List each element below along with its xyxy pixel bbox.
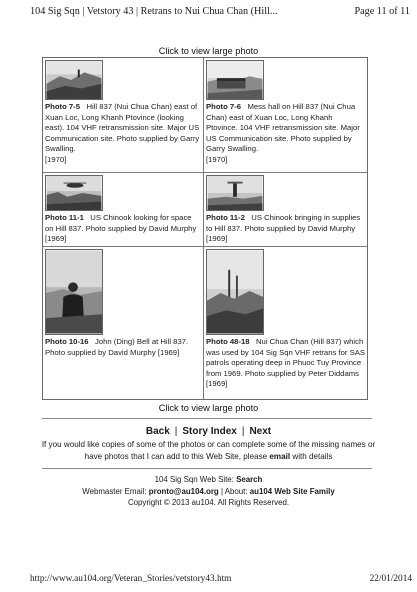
photo-id-11-1: Photo 11-1	[45, 213, 84, 222]
photo-year-11-2: [1969]	[206, 234, 228, 244]
notice-text-after: with details	[292, 451, 333, 461]
photo-year-10-16: [1969]	[157, 347, 180, 357]
photo-caption-7-5	[45, 102, 201, 166]
back-link[interactable]: Back	[145, 426, 170, 437]
next-link[interactable]: Next	[249, 426, 272, 437]
footer-site-row	[0, 474, 417, 486]
click-to-view-large-photo-link-top[interactable]: Click to view large photo	[158, 46, 259, 56]
print-header-page: Page 11 of 11	[354, 6, 410, 17]
photo-cell-7-5	[43, 58, 204, 173]
photo-text-11-1: US Chinook looking for space on Hill 837. Photo supplied by David Murphy	[45, 213, 197, 233]
story-navigation	[0, 426, 417, 437]
photo-id-10-16: Photo 10-16	[45, 337, 89, 346]
photo-caption-10-16	[45, 337, 201, 358]
search-link[interactable]: Search	[236, 475, 263, 484]
photo-thumb-48-18[interactable]	[206, 249, 264, 335]
site-footer	[0, 474, 417, 509]
photo-id-7-6: Photo 7-6	[206, 102, 242, 111]
webmaster-email-link[interactable]: pronto@au104.org	[148, 486, 219, 496]
photo-id-11-2: Photo 11-2	[206, 213, 245, 222]
photo-caption-48-18	[206, 337, 365, 390]
click-to-view-large-photo-link-bottom[interactable]: Click to view large photo	[158, 403, 259, 413]
about-link[interactable]: au104 Web Site Family	[249, 486, 335, 496]
nav-separator: |	[241, 426, 245, 437]
print-footer	[30, 574, 412, 584]
photo-cell-11-2	[204, 173, 367, 247]
about-label: | About:	[220, 486, 248, 496]
print-footer-date: 22/01/2014	[369, 574, 412, 584]
footer-site-label: 104 Sig Sqn Web Site:	[154, 475, 234, 484]
photo-text-11-2: US Chinook bringing in supplies to Hill 837. Photo supplied by David Murphy	[206, 213, 361, 233]
photo-text-7-5: Hill 837 (Nui Chua Chan) east of Xuan Loc, Long Khanh Ptovince (looking east). 104 VHF retransmission site. Major US Communication site. Photo supplied by Garry Swalling.	[45, 102, 200, 154]
nav-separator: |	[174, 426, 178, 437]
photo-text-48-18: Nui Chua Chan (Hill 837) which was used by 104 Sig Sqn VHF retrans for SAS patrols operating deep in Phuoc Tuy Province from 1969. Photo supplied by Peter Diddams	[206, 337, 365, 378]
contribution-notice	[40, 439, 377, 462]
print-header-title: 104 Sig Sqn | Vetstory 43 | Retrans to Nui Chua Chan (Hill...	[30, 6, 278, 17]
divider-bottom	[42, 468, 372, 469]
photo-cell-7-6	[204, 58, 367, 173]
photo-year-7-6: [1970]	[206, 154, 228, 164]
photo-thumb-7-6[interactable]	[206, 60, 264, 100]
photo-table	[42, 57, 368, 400]
email-link[interactable]: email	[269, 451, 291, 461]
photo-year-7-5: [1970]	[45, 154, 67, 164]
photo-caption-11-2	[206, 213, 365, 245]
print-footer-url: http://www.au104.org/Veteran_Stories/vetstory43.htm	[30, 574, 232, 584]
photo-cell-11-1	[43, 173, 204, 247]
photo-thumb-11-2[interactable]	[206, 175, 264, 211]
photo-id-48-18: Photo 48-18	[206, 337, 250, 346]
story-index-link[interactable]: Story Index	[182, 426, 237, 437]
photo-year-48-18: [1969]	[206, 379, 228, 389]
photo-thumb-10-16[interactable]	[45, 249, 103, 335]
photo-id-7-5: Photo 7-5	[45, 102, 81, 111]
photo-cell-48-18	[204, 247, 367, 399]
photo-cell-10-16	[43, 247, 204, 399]
photo-thumb-7-5[interactable]	[45, 60, 103, 100]
print-header	[30, 6, 410, 17]
copyright-notice: Copyright © 2013 au104. All Rights Reserved.	[127, 498, 290, 508]
webmaster-label: Webmaster Email:	[82, 486, 147, 496]
photo-thumb-11-1[interactable]	[45, 175, 103, 211]
photo-caption-11-1	[45, 213, 201, 245]
photo-text-7-6: Mess hall on Hill 837 (Nui Chua Chan) east of Xuan Loc, Long Khanh Ptovince. 104 VHF retransmission site. Major US Communication site. Photo supplied by Garry Swalling.	[206, 102, 360, 154]
photo-caption-7-6	[206, 102, 365, 166]
photo-year-11-1: [1969]	[45, 234, 67, 244]
footer-webmaster-row	[0, 486, 417, 498]
photo-text-10-16: John (Ding) Bell at Hill 837. Photo supplied by David Murphy	[45, 337, 189, 357]
divider-top	[42, 418, 372, 419]
notice-text-before: If you would like copies of some of the photos or can complete some of the missing names or have photos that I can add to this Web Site, please	[41, 440, 376, 461]
